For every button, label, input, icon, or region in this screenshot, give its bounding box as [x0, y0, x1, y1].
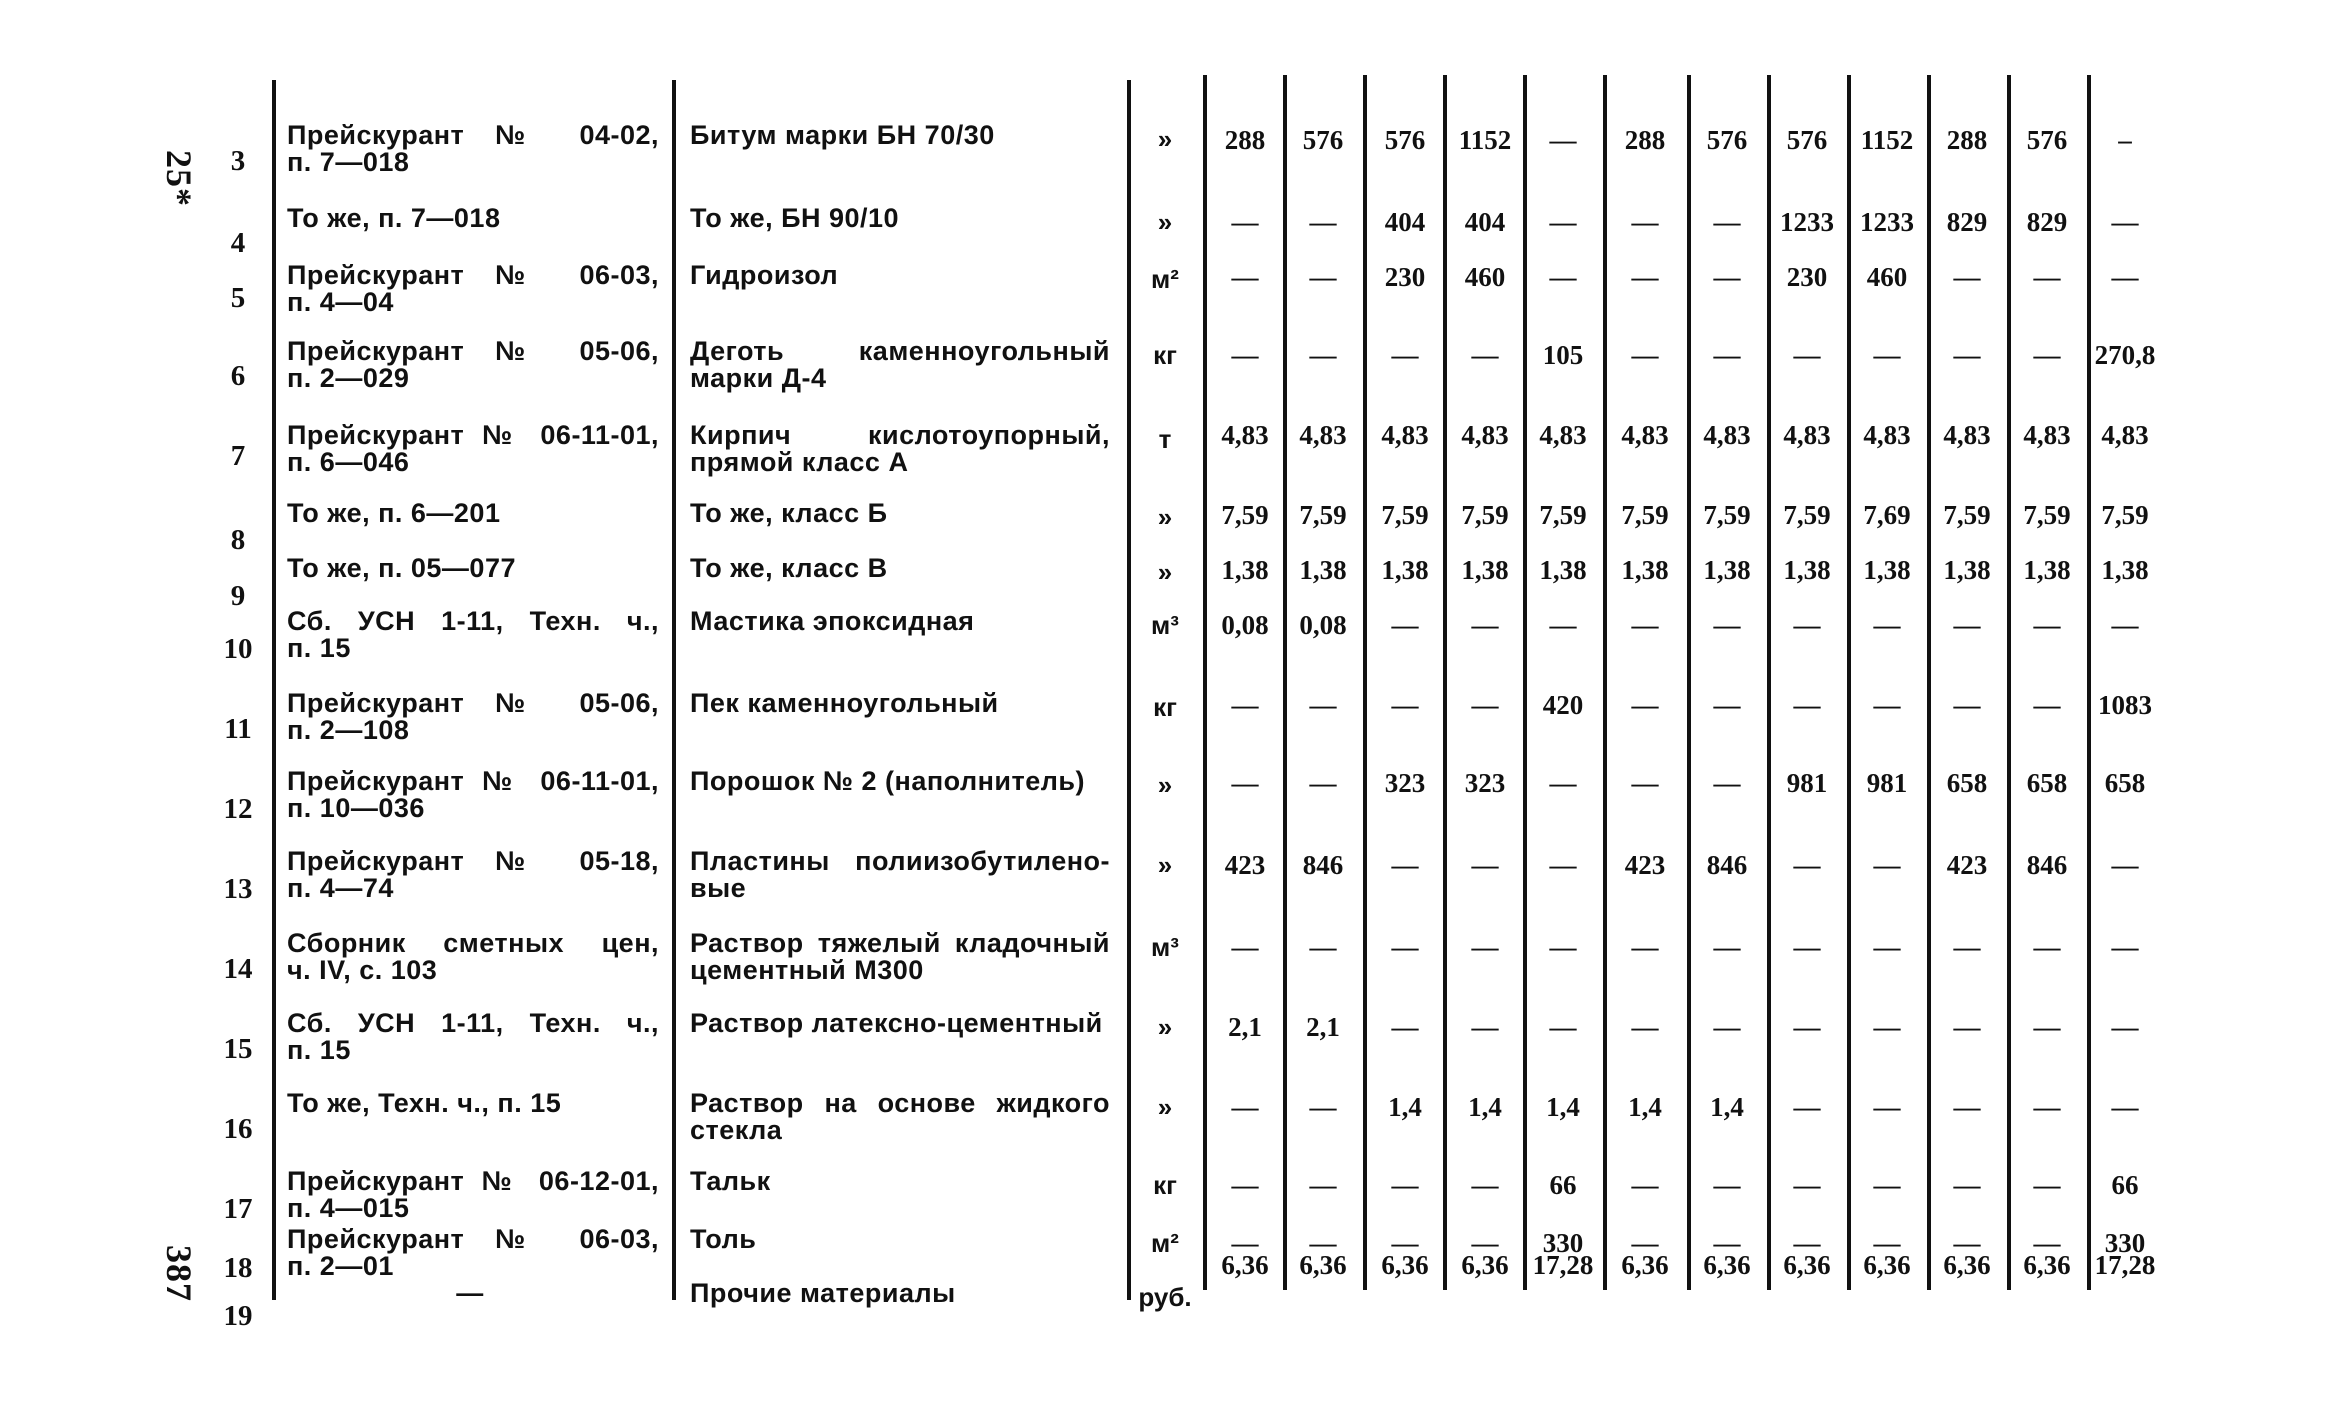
value-cell: 7,59 — [2101, 500, 2149, 530]
value-cell: — — [1471, 1012, 1499, 1042]
material-name: Порошок № 2 (наполнитель) — [690, 766, 1085, 796]
row-number: 8 — [230, 524, 246, 556]
material-name: То же, БН 90/10 — [690, 203, 900, 233]
unit-cell: » — [1157, 1012, 1173, 1042]
source-reference: п. 15 — [287, 1035, 351, 1065]
value-cell: — — [1631, 340, 1659, 370]
unit-cell: м² — [1151, 1228, 1179, 1258]
value-cell: 230 — [1786, 262, 1828, 292]
value-cell: 2,1 — [1306, 1012, 1340, 1042]
material-name: То же, класс В — [690, 553, 888, 583]
value-cell: — — [1231, 768, 1259, 798]
value-cell: 460 — [1866, 262, 1908, 292]
value-cell: 4,83 — [2023, 420, 2071, 450]
value-cell: — — [1231, 262, 1259, 292]
value-cell: — — [1391, 610, 1419, 640]
value-cell: — — [1231, 340, 1259, 370]
value-cell: — — [1309, 262, 1337, 292]
source-reference: п. 15 — [287, 633, 351, 663]
value-cell: 7,59 — [1461, 500, 1509, 530]
value-cell: 981 — [1866, 768, 1908, 798]
value-cell: 1,38 — [1461, 555, 1509, 585]
value-cell: — — [1309, 690, 1337, 720]
source-reference: п. 4—015 — [287, 1193, 410, 1223]
value-cell: — — [1873, 610, 1901, 640]
material-name: Раствор на основе жидкого — [690, 1088, 1110, 1118]
value-cell: 1,38 — [1703, 555, 1751, 585]
value-cell: — — [1713, 610, 1741, 640]
value-cell: — — [1713, 1012, 1741, 1042]
value-cell: 4,83 — [1943, 420, 1991, 450]
value-cell: 1,4 — [1388, 1092, 1422, 1122]
value-cell: 7,59 — [1221, 500, 1269, 530]
value-cell: 4,83 — [1703, 420, 1751, 450]
unit-cell: » — [1157, 770, 1173, 800]
value-cell: — — [1471, 690, 1499, 720]
column-rule — [672, 80, 676, 1300]
value-cell: — — [1549, 1012, 1577, 1042]
value-cell: 6,36 — [1381, 1250, 1429, 1280]
row-number: 15 — [223, 1033, 253, 1065]
source-reference: п. 4—74 — [287, 873, 394, 903]
value-cell: 66 — [2111, 1170, 2139, 1200]
value-cell: 981 — [1786, 768, 1828, 798]
source-reference: Прейскурант № 06-12-01, — [287, 1166, 659, 1196]
value-cell: — — [1309, 1170, 1337, 1200]
value-cell: — — [1309, 1092, 1337, 1122]
value-cell: — — [1549, 610, 1577, 640]
unit-cell: м³ — [1151, 610, 1179, 640]
value-cell: — — [1793, 932, 1821, 962]
material-name: Кирпич кислотоупорный, — [690, 420, 1110, 450]
unit-cell: т — [1158, 424, 1172, 454]
value-cell: 1,38 — [1863, 555, 1911, 585]
value-cell: — — [1873, 850, 1901, 880]
value-cell: 4,83 — [1783, 420, 1831, 450]
value-cell: — — [1549, 262, 1577, 292]
source-reference: То же, п. 6—201 — [287, 498, 501, 528]
source-reference: п. 6—046 — [287, 447, 410, 477]
value-cell: 576 — [1706, 125, 1748, 155]
value-cell: — — [1391, 1012, 1419, 1042]
value-cell: — — [1631, 207, 1659, 237]
value-cell: 423 — [1946, 850, 1988, 880]
source-reference: То же, Техн. ч., п. 15 — [287, 1088, 562, 1118]
value-cell: 658 — [1946, 768, 1988, 798]
value-cell: — — [1873, 1092, 1901, 1122]
row-number: 6 — [230, 360, 246, 392]
row-number: 14 — [223, 953, 253, 985]
value-cell: — — [1713, 1228, 1741, 1258]
column-rule — [272, 80, 276, 1300]
value-cell: — — [1631, 1012, 1659, 1042]
value-cell: — — [1309, 1228, 1337, 1258]
value-cell: 7,59 — [1381, 500, 1429, 530]
source-reference: п. 7—018 — [287, 147, 410, 177]
unit-cell: кг — [1153, 692, 1177, 722]
source-reference: п. 10—036 — [287, 793, 425, 823]
value-cell: — — [2111, 262, 2139, 292]
row-number: 4 — [230, 227, 246, 259]
value-cell: — — [1471, 340, 1499, 370]
value-cell: 1,38 — [1783, 555, 1831, 585]
value-cell: 1152 — [1860, 125, 1914, 155]
source-reference: п. 2—029 — [287, 363, 410, 393]
value-cell: — — [1793, 340, 1821, 370]
value-cell: 288 — [1946, 125, 1988, 155]
value-cell: 1,4 — [1468, 1092, 1502, 1122]
value-cell: — — [1231, 932, 1259, 962]
value-cell: — — [1631, 610, 1659, 640]
unit-cell: руб. — [1138, 1282, 1192, 1312]
value-cell: 4,83 — [1539, 420, 1587, 450]
value-cell: 576 — [1786, 125, 1828, 155]
value-cell: — — [1471, 1228, 1499, 1258]
material-name: цементный М300 — [690, 955, 924, 985]
value-cell: 1,38 — [1381, 555, 1429, 585]
value-cell: — — [2111, 610, 2139, 640]
material-name: Прочие материалы — [690, 1278, 956, 1308]
material-name: Мастика эпоксидная — [690, 606, 975, 636]
value-cell: 323 — [1384, 768, 1426, 798]
value-cell: 576 — [1302, 125, 1344, 155]
unit-cell: » — [1157, 502, 1173, 532]
row-number: 19 — [223, 1300, 253, 1332]
value-cell: — — [1713, 262, 1741, 292]
material-name: вые — [690, 873, 747, 903]
value-cell: 330 — [2104, 1228, 2146, 1258]
source-reference: Прейскурант № 05-18, — [287, 846, 659, 876]
value-cell: — — [1549, 768, 1577, 798]
source-reference: Прейскурант № 06-03, — [287, 1224, 659, 1254]
value-cell: 7,59 — [1299, 500, 1347, 530]
value-cell: 7,59 — [1943, 500, 1991, 530]
value-cell: 4,83 — [2101, 420, 2149, 450]
row-number: 18 — [223, 1252, 253, 1284]
row-number: 11 — [224, 713, 252, 745]
value-cell: — — [1471, 932, 1499, 962]
value-cell: 404 — [1464, 207, 1506, 237]
value-cell: 6,36 — [1461, 1250, 1509, 1280]
value-cell: — — [2111, 1012, 2139, 1042]
source-reference: Сборник сметных цен, — [287, 928, 659, 958]
value-cell: 7,59 — [1703, 500, 1751, 530]
value-cell: — — [2033, 1092, 2061, 1122]
value-cell: 2,1 — [1228, 1012, 1262, 1042]
value-cell: 6,36 — [2023, 1250, 2071, 1280]
page-number: 387 — [159, 1245, 199, 1302]
value-cell: — — [1549, 125, 1577, 155]
value-cell: — — [1793, 1092, 1821, 1122]
value-cell: — — [2033, 690, 2061, 720]
source-reference: ч. IV, с. 103 — [287, 955, 438, 985]
source-reference: Сб. УСН 1-11, Техн. ч., — [287, 1008, 659, 1038]
value-cell: 1152 — [1458, 125, 1512, 155]
value-cell: — — [1391, 340, 1419, 370]
value-cell: — — [1873, 690, 1901, 720]
page-marker-top: 25* — [159, 150, 199, 207]
source-reference: п. 4—04 — [287, 287, 394, 317]
value-cell: 1,4 — [1546, 1092, 1580, 1122]
value-cell: — — [1631, 1170, 1659, 1200]
value-cell: 6,36 — [1943, 1250, 1991, 1280]
value-cell: — — [1953, 932, 1981, 962]
value-cell: 6,36 — [1863, 1250, 1911, 1280]
value-cell: 66 — [1549, 1170, 1577, 1200]
value-cell: 7,59 — [1539, 500, 1587, 530]
value-cell: 1,38 — [1221, 555, 1269, 585]
value-cell: — — [1471, 610, 1499, 640]
source-reference: Прейскурант № 05-06, — [287, 688, 659, 718]
source-reference: То же, п. 05—077 — [287, 553, 516, 583]
value-cell: 7,69 — [1863, 500, 1911, 530]
value-cell: 829 — [2026, 207, 2068, 237]
value-cell: 6,36 — [1621, 1250, 1669, 1280]
value-cell: — — [1793, 1228, 1821, 1258]
source-reference: Прейскурант № 06-11-01, — [287, 420, 659, 450]
value-cell: 576 — [1384, 125, 1426, 155]
value-cell: — — [1953, 690, 1981, 720]
material-name: Раствор тяжелый кладочный — [690, 928, 1110, 958]
value-cell: — — [1549, 207, 1577, 237]
value-cell: — — [1873, 1228, 1901, 1258]
source-reference: Прейскурант № 05-06, — [287, 336, 659, 366]
value-cell: 1083 — [2098, 690, 2152, 720]
value-cell: 4,83 — [1621, 420, 1669, 450]
row-number: 7 — [230, 440, 246, 472]
value-cell: — — [2111, 850, 2139, 880]
value-cell: 6,36 — [1703, 1250, 1751, 1280]
value-cell: 846 — [1302, 850, 1344, 880]
value-cell: 1,38 — [2101, 555, 2149, 585]
value-cell: 1,4 — [1628, 1092, 1662, 1122]
value-cell: — — [1231, 690, 1259, 720]
value-cell: 1233 — [1780, 207, 1834, 237]
row-number: 12 — [223, 793, 253, 825]
value-cell: — — [1231, 1170, 1259, 1200]
value-cell: — — [1471, 1170, 1499, 1200]
value-cell: — — [1549, 932, 1577, 962]
value-cell: — — [1873, 932, 1901, 962]
value-cell: 7,59 — [2023, 500, 2071, 530]
value-cell: 423 — [1624, 850, 1666, 880]
value-cell: — — [1953, 262, 1981, 292]
unit-cell: » — [1157, 124, 1173, 154]
value-cell: 6,36 — [1221, 1250, 1269, 1280]
value-cell: 1,38 — [1621, 555, 1669, 585]
value-cell: — — [1793, 1170, 1821, 1200]
value-cell: — — [2033, 932, 2061, 962]
value-cell: 4,83 — [1461, 420, 1509, 450]
value-cell: — — [2033, 610, 2061, 640]
value-cell: — — [1793, 1012, 1821, 1042]
value-cell: — — [1309, 340, 1337, 370]
value-cell: 1,38 — [1943, 555, 1991, 585]
value-cell: — — [1631, 768, 1659, 798]
value-cell: 846 — [2026, 850, 2068, 880]
value-cell: 1,38 — [2023, 555, 2071, 585]
material-name: Битум марки БН 70/30 — [690, 120, 995, 150]
value-cell: — — [1713, 340, 1741, 370]
value-cell: 829 — [1946, 207, 1988, 237]
unit-cell: м³ — [1151, 932, 1179, 962]
value-cell: — — [2033, 1170, 2061, 1200]
material-name: Гидроизол — [690, 260, 839, 290]
value-cell: 576 — [2026, 125, 2068, 155]
value-cell: — — [1631, 932, 1659, 962]
value-cell: — — [2111, 207, 2139, 237]
value-cell: 288 — [1224, 125, 1266, 155]
value-cell: 270,8 — [2094, 340, 2156, 370]
value-cell: 330 — [1542, 1228, 1584, 1258]
value-cell: 404 — [1384, 207, 1426, 237]
material-name: Деготь каменноугольный — [690, 336, 1110, 366]
value-cell: — — [1231, 1092, 1259, 1122]
source-reference: Прейскурант № 06-03, — [287, 260, 659, 290]
value-cell: — — [1873, 1170, 1901, 1200]
value-cell: — — [1953, 1012, 1981, 1042]
value-cell: — — [1713, 768, 1741, 798]
value-cell: — — [1793, 610, 1821, 640]
value-cell: — — [1953, 1092, 1981, 1122]
material-name: прямой класс А — [690, 447, 909, 477]
value-cell: — — [1713, 1170, 1741, 1200]
row-number: 16 — [223, 1113, 253, 1145]
value-cell: 7,59 — [1783, 500, 1831, 530]
material-name: Пластины полиизобутилено- — [690, 846, 1110, 876]
unit-cell: » — [1157, 850, 1173, 880]
value-cell: — — [1793, 690, 1821, 720]
value-cell: 7,59 — [1621, 500, 1669, 530]
value-cell: 423 — [1224, 850, 1266, 880]
value-cell: 0,08 — [1221, 610, 1269, 640]
row-number: 13 — [223, 873, 253, 905]
unit-cell: » — [1157, 557, 1173, 587]
value-cell: — — [1953, 610, 1981, 640]
value-cell: — — [2033, 1228, 2061, 1258]
value-cell: 17,28 — [1532, 1250, 1594, 1280]
value-cell: 846 — [1706, 850, 1748, 880]
source-reference: — — [456, 1278, 484, 1308]
value-cell: 17,28 — [2094, 1250, 2156, 1280]
value-cell: 105 — [1542, 340, 1584, 370]
row-number: 3 — [230, 145, 246, 177]
value-cell: — — [1873, 1012, 1901, 1042]
row-number: 17 — [223, 1193, 253, 1225]
value-cell: — — [1309, 932, 1337, 962]
row-number: 5 — [230, 282, 246, 314]
row-number: 9 — [230, 580, 246, 612]
value-cell: — — [2033, 340, 2061, 370]
value-cell: — — [1953, 1228, 1981, 1258]
material-name: Тальк — [690, 1166, 771, 1196]
material-name: То же, класс Б — [690, 498, 888, 528]
value-cell: 1,38 — [1299, 555, 1347, 585]
value-cell: — — [1793, 850, 1821, 880]
value-cell: — — [1713, 690, 1741, 720]
value-cell: — — [1231, 1228, 1259, 1258]
value-cell: 4,83 — [1863, 420, 1911, 450]
value-cell: – — [2118, 125, 2132, 155]
unit-cell: кг — [1153, 1170, 1177, 1200]
material-name: Раствор латексно-цементный — [690, 1008, 1103, 1038]
source-reference: Прейскурант № 04-02, — [287, 120, 659, 150]
value-cell: — — [1713, 207, 1741, 237]
value-cell: 658 — [2104, 768, 2146, 798]
material-name: Пек каменноугольный — [690, 688, 999, 718]
material-name: Толь — [690, 1224, 757, 1254]
value-cell: — — [1231, 207, 1259, 237]
value-cell: — — [1391, 1170, 1419, 1200]
value-cell: 4,83 — [1381, 420, 1429, 450]
value-cell: — — [1631, 262, 1659, 292]
unit-cell: » — [1157, 207, 1173, 237]
value-cell: 1,38 — [1539, 555, 1587, 585]
unit-cell: » — [1157, 1092, 1173, 1122]
value-cell: — — [1471, 850, 1499, 880]
value-cell: — — [1309, 768, 1337, 798]
source-reference: п. 2—108 — [287, 715, 410, 745]
value-cell: — — [1953, 1170, 1981, 1200]
value-cell: — — [1549, 850, 1577, 880]
value-cell: 658 — [2026, 768, 2068, 798]
value-cell: 4,83 — [1221, 420, 1269, 450]
value-cell: — — [1391, 932, 1419, 962]
value-cell: — — [2111, 932, 2139, 962]
value-cell: 230 — [1384, 262, 1426, 292]
unit-cell: м² — [1151, 264, 1179, 294]
value-cell: 323 — [1464, 768, 1506, 798]
source-reference: Прейскурант № 06-11-01, — [287, 766, 659, 796]
value-cell: — — [1309, 207, 1337, 237]
value-cell: — — [1391, 1228, 1419, 1258]
source-reference: п. 2—01 — [287, 1251, 394, 1281]
value-cell: 6,36 — [1299, 1250, 1347, 1280]
value-cell: 6,36 — [1783, 1250, 1831, 1280]
value-cell: — — [1631, 690, 1659, 720]
value-cell: — — [2033, 1012, 2061, 1042]
source-reference: То же, п. 7—018 — [287, 203, 501, 233]
value-cell: 0,08 — [1299, 610, 1347, 640]
value-cell: — — [2033, 262, 2061, 292]
value-cell: — — [1631, 1228, 1659, 1258]
value-cell: — — [2111, 1092, 2139, 1122]
value-cell: — — [1953, 340, 1981, 370]
value-cell: — — [1873, 340, 1901, 370]
value-cell: 1,4 — [1710, 1092, 1744, 1122]
value-cell: 460 — [1464, 262, 1506, 292]
material-name: стекла — [690, 1115, 783, 1145]
value-cell: 1233 — [1860, 207, 1914, 237]
row-number: 10 — [223, 633, 253, 665]
value-cell: 288 — [1624, 125, 1666, 155]
unit-cell: кг — [1153, 340, 1177, 370]
value-cell: — — [1391, 850, 1419, 880]
value-cell: — — [1713, 932, 1741, 962]
value-cell: — — [1391, 690, 1419, 720]
source-reference: Сб. УСН 1-11, Техн. ч., — [287, 606, 659, 636]
value-cell: 4,83 — [1299, 420, 1347, 450]
value-cell: 420 — [1542, 690, 1584, 720]
material-name: марки Д-4 — [690, 363, 827, 393]
